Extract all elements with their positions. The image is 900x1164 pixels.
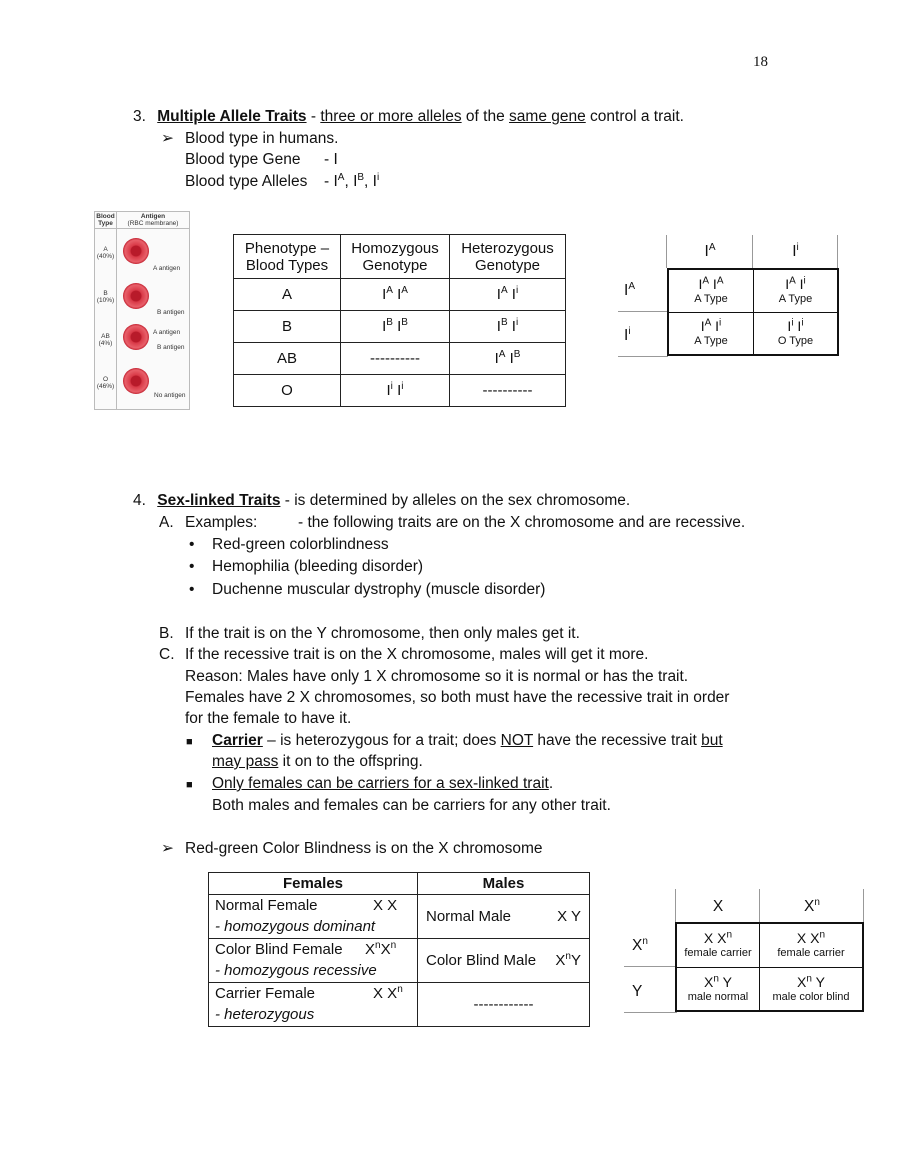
- arrow-bullet-icon: ➢: [161, 130, 174, 147]
- punnett1-cell: $I^i$ $I^i$ O Type: [754, 312, 839, 355]
- phenotype-table: [233, 234, 566, 407]
- section4-a: [159, 513, 746, 533]
- table-row: Carrier Female X $X^n$ - heterozygous ------------: [209, 983, 590, 1027]
- list-item: • Hemophilia (bleeding disorder): [189, 558, 424, 575]
- punnett1-left-1: $I^A$: [624, 280, 635, 299]
- arrow-bullet-icon: ➢: [161, 840, 174, 857]
- list-item: • Duchenne muscular dystrophy (muscle disorder): [189, 581, 546, 598]
- rbc-header-type: Blood Type: [96, 213, 115, 227]
- pheno-cell: AB: [234, 343, 341, 375]
- rbc-pct-o: (46%): [96, 383, 115, 390]
- section3-number: 3.: [133, 108, 146, 125]
- hetero-cell: $I^A$ $I^i$: [450, 279, 566, 311]
- rbc-cell-ab-icon: [123, 324, 149, 350]
- table-row: Color Blind Female $X^nX^n$ - homozygous recessive Color Blind Male $X^nY$: [209, 939, 590, 983]
- section4-a-label: A.: [159, 514, 174, 531]
- section3-heading: [133, 107, 684, 127]
- rbc-pct-ab: (4%): [98, 340, 113, 347]
- section3-title: Multiple Allele Traits: [157, 108, 307, 125]
- section3-dash: -: [306, 108, 321, 125]
- punnett2-grid: [675, 922, 864, 1012]
- both-line: Both males and females can be carriers for any other trait.: [212, 797, 611, 814]
- section4-c: C. If the recessive trait is on the X chromosome, males will get it more.: [159, 646, 649, 663]
- section4-b: B. If the trait is on the Y chromosome, then only males get it.: [159, 625, 580, 642]
- page-number: 18: [753, 54, 768, 70]
- list-item: • Red-green colorblindness: [189, 536, 389, 553]
- rg-bullet-text: Red-green Color Blindness is on the X chromosome: [185, 840, 543, 857]
- rbc-cell-b-icon: [123, 283, 149, 309]
- section3-def-part3: same gene: [509, 108, 586, 125]
- punnett1-left-2: $I^i$: [624, 325, 631, 344]
- section3-def-part4: control a trait.: [585, 108, 684, 125]
- section4-heading: [133, 491, 630, 511]
- homo-cell: ----------: [341, 343, 450, 375]
- pheno-header-phenotype: Phenotype – Blood Types: [234, 235, 341, 279]
- punnett1-cell: $I^A$ $I^i$ A Type: [754, 269, 839, 312]
- rbc-antigen-b: B antigen: [157, 309, 185, 316]
- hetero-cell: $I^B$ $I^i$: [450, 311, 566, 343]
- punnett2-left-2: Y: [632, 983, 643, 1000]
- table-row: Normal Female X X - homozygous dominant Normal Male X Y: [209, 895, 590, 939]
- carrier-word: Carrier: [212, 732, 263, 749]
- section3-bullet-text: Blood type in humans.: [185, 130, 339, 147]
- gene-label: Blood type Gene: [185, 151, 301, 168]
- punnett1-top-2: $I^i$: [792, 241, 799, 260]
- punnett2-cell: X $X^n$ female carrier: [760, 923, 864, 967]
- section3-def-part1: three or more alleles: [320, 108, 462, 125]
- rbc-type-a: A: [103, 246, 108, 253]
- rbc-antigen-a: A antigen: [153, 265, 181, 272]
- sex-linked-table: [208, 872, 590, 1027]
- square-bullet-icon: ■: [186, 736, 193, 748]
- pheno-cell: O: [234, 375, 341, 407]
- punnett-square-colorblind: [624, 889, 866, 1015]
- only-females-item: ■ Only females can be carriers for a sex-linked trait.: [186, 775, 554, 792]
- rbc-header-antigen-sub: (RBC membrane): [127, 220, 179, 227]
- punnett2-left-1: $X^n$: [632, 935, 648, 954]
- carrier-item-cont: may pass it on to the offspring.: [212, 753, 423, 770]
- reason-line-1: Reason: Males have only 1 X chromosome so it is normal or has the trait.: [185, 668, 689, 685]
- homo-cell: $I^A$ $I^A$: [341, 279, 450, 311]
- rbc-cell-o-icon: [123, 368, 149, 394]
- gene-value: - I: [324, 151, 338, 168]
- alleles-value: - $I^A$, $I^B$, $I^i$: [324, 171, 380, 190]
- table-row: [234, 343, 566, 375]
- homo-cell: $I^B$ $I^B$: [341, 311, 450, 343]
- pheno-header-heterozygous: Heterozygous Genotype: [450, 235, 566, 279]
- pheno-cell: A: [234, 279, 341, 311]
- blood-gene-line: [185, 150, 338, 170]
- section4-number: 4.: [133, 492, 146, 509]
- punnett2-top-2: $X^n$: [804, 896, 820, 915]
- section3-def-part2: of the: [461, 108, 510, 125]
- table-row: [234, 375, 566, 407]
- rbc-antigen-figure: [94, 211, 190, 410]
- square-bullet-icon: ■: [186, 779, 193, 791]
- punnett1-top-1: $I^A$: [704, 241, 716, 260]
- reason-line-3: for the female to have it.: [185, 710, 352, 727]
- punnett2-cell: $X^n$ Y male color blind: [760, 967, 864, 1011]
- rbc-type-b: B: [103, 290, 108, 297]
- punnett2-cell: $X^n$ Y male normal: [676, 967, 760, 1011]
- section4-def: - is determined by alleles on the sex chromosome.: [280, 492, 631, 509]
- section4-title: Sex-linked Traits: [157, 492, 281, 509]
- rbc-header-antigen: Antigen: [140, 213, 166, 220]
- punnett-square-blood: [618, 235, 840, 360]
- rbc-antigen-o: No antigen: [154, 392, 186, 399]
- rg-bullet: [161, 839, 543, 859]
- hetero-cell: ----------: [450, 375, 566, 407]
- pheno-header-homozygous: Homozygous Genotype: [341, 235, 450, 279]
- punnett2-top-1: X: [712, 898, 724, 915]
- pheno-cell: B: [234, 311, 341, 343]
- punnett1-grid: [667, 268, 839, 356]
- hetero-cell: $I^A$ $I^B$: [450, 343, 566, 375]
- rbc-type-ab: AB: [101, 333, 110, 340]
- punnett1-cell: $I^A$ $I^i$ A Type: [668, 312, 754, 355]
- rbc-pct-b: (10%): [96, 297, 115, 304]
- punnett2-cell: X $X^n$ female carrier: [676, 923, 760, 967]
- table-row: [234, 279, 566, 311]
- rbc-pct-a: (40%): [96, 253, 115, 260]
- rbc-antigen-ab-1: A antigen: [153, 329, 181, 336]
- table-row: [234, 311, 566, 343]
- sex-header-females: Females: [209, 873, 418, 895]
- section4-a-text2: - the following traits are on the X chromosome and are recessive.: [298, 514, 746, 531]
- reason-line-2: Females have 2 X chromosomes, so both must have the recessive trait in order: [185, 689, 730, 706]
- rbc-antigen-ab-2: B antigen: [157, 344, 185, 351]
- sex-header-males: Males: [418, 873, 590, 895]
- alleles-label: Blood type Alleles: [185, 173, 308, 190]
- rbc-cell-a-icon: [123, 238, 149, 264]
- carrier-item: ■ Carrier – is heterozygous for a trait; does NOT have the recessive trait but: [186, 732, 723, 749]
- homo-cell: $I^i$ $I^i$: [341, 375, 450, 407]
- blood-alleles-line: [185, 171, 380, 192]
- section4-a-text: Examples:: [185, 514, 258, 531]
- section3-bullet: [161, 129, 339, 149]
- punnett1-cell: $I^A$ $I^A$ A Type: [668, 269, 754, 312]
- rbc-type-o: O: [102, 376, 109, 383]
